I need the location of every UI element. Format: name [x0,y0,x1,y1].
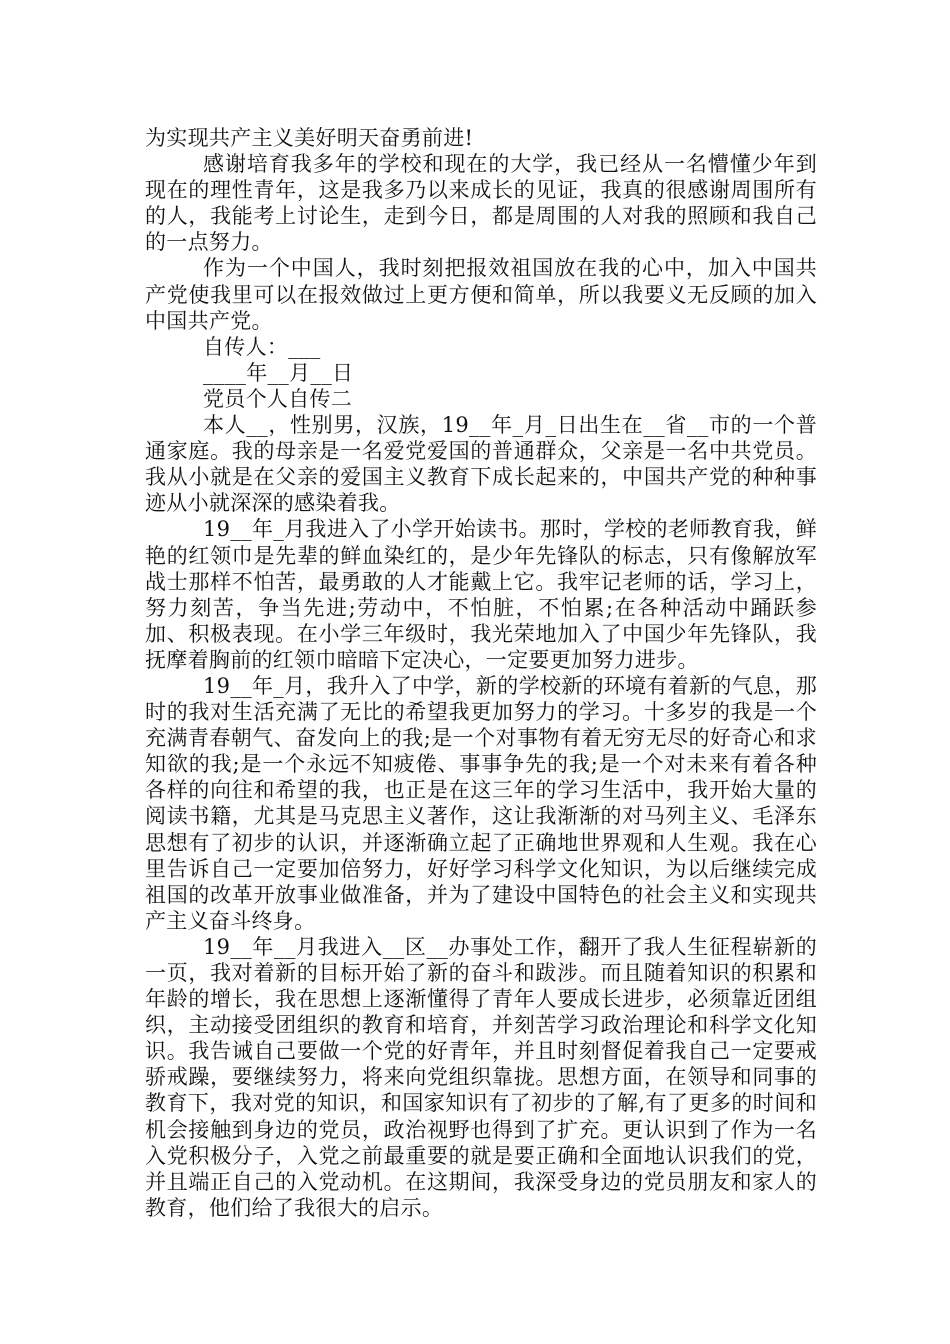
paragraph: 感谢培育我多年的学校和现在的大学，我已经从一名懵懂少年到现在的理性青年，这是我多乃以来成长的见证，我真的很感谢周围所有的人，我能考上讨论生，走到今日，都是周围的人对我的照顾和我自己的一点努力。 [145,152,817,255]
paragraph: 19__年_月我进入了小学开始读书。那时，学校的老师教育我，鲜艳的红领巾是先辈的鲜血染红的，是少年先锋队的标志，只有像解放军战士那样不怕苦，最勇敢的人才能戴上它。我牢记老师的话，学习上，努力刻苦，争当先进;劳动中，不怕脏，不怕累;在各种活动中踊跃参加、积极表现。在小学三年级时，我光荣地加入了中国少年先锋队，我抚摩着胸前的红领巾暗暗下定决心，一定要更加努力进步。 [145,517,817,672]
paragraph: 作为一个中国人，我时刻把报效祖国放在我的心中，加入中国共产党使我里可以在报效做过上更方便和简单，所以我要义无反顾的加入中国共产党。 [145,256,817,333]
document-body [145,125,817,1221]
section-heading: 党员个人自传二 [203,386,353,411]
paragraph: 19__年__月我进入__区__办事处工作，翻开了我人生征程崭新的一页，我对着新的目标开始了新的奋斗和跋涉。而且随着知识的积累和年龄的增长，我在思想上逐渐懂得了青年人要成长进步，必须靠近团组织，主动接受团组织的教育和培育，并刻苦学习政治理论和科学文化知识。我告诫自己要做一个党的好青年，并且时刻督促着我自己一定要戒骄戒躁，要继续努力，将来向党组织靠拢。思想方面，在领导和同事的教育下，我对党的知识，和国家知识有了初步的了解,有了更多的时间和机会接触到身边的党员，政治视野也得到了扩充。更认识到了作为一名入党积极分子，入党之前最重要的就是要正确和全面地认识我们的党，并且端正自己的入党动机。在这期间，我深受身边的党员朋友和家人的教育，他们给了我很大的启示。 [145,934,817,1220]
paragraph: 为实现共产主义美好明天奋勇前进! [145,126,474,150]
paragraph: 本人__，性别男，汉族，19__年_月_日出生在__省__市的一个普通家庭。我的母亲是一名爱党爱国的普通群众，父亲是一名中共党员。我从小就是在父亲的爱国主义教育下成长起来的，中国共产党的种种事迹从小就深深的感染着我。 [145,413,817,516]
date-line: ____年__月__日 [203,360,354,385]
author-signature-line: 自传人：___ [203,334,321,359]
paragraph: 19__年_月，我升入了中学，新的学校新的环境有着新的气息，那时的我对生活充满了无比的希望我更加努力的学习。十多岁的我是一个充满青春朝气、奋发向上的我;是一个对事物有着无穷无尽的好奇心和求知欲的我;是一个永远不知疲倦、事事争先的我;是一个对未来有着各种各样的向往和希望的我，也正是在这三年的学习生活中，我开始大量的阅读书籍，尤其是马克思主义著作，这让我渐渐的对马列主义、毛泽东思想有了初步的认识，并逐渐确立起了正确地世界观和人生观。我在心里告诉自己一定要加倍努力，好好学习科学文化知识，为以后继续完成祖国的改革开放事业做准备，并为了建设中国特色的社会主义和实现共产主义奋斗终身。 [145,673,817,933]
